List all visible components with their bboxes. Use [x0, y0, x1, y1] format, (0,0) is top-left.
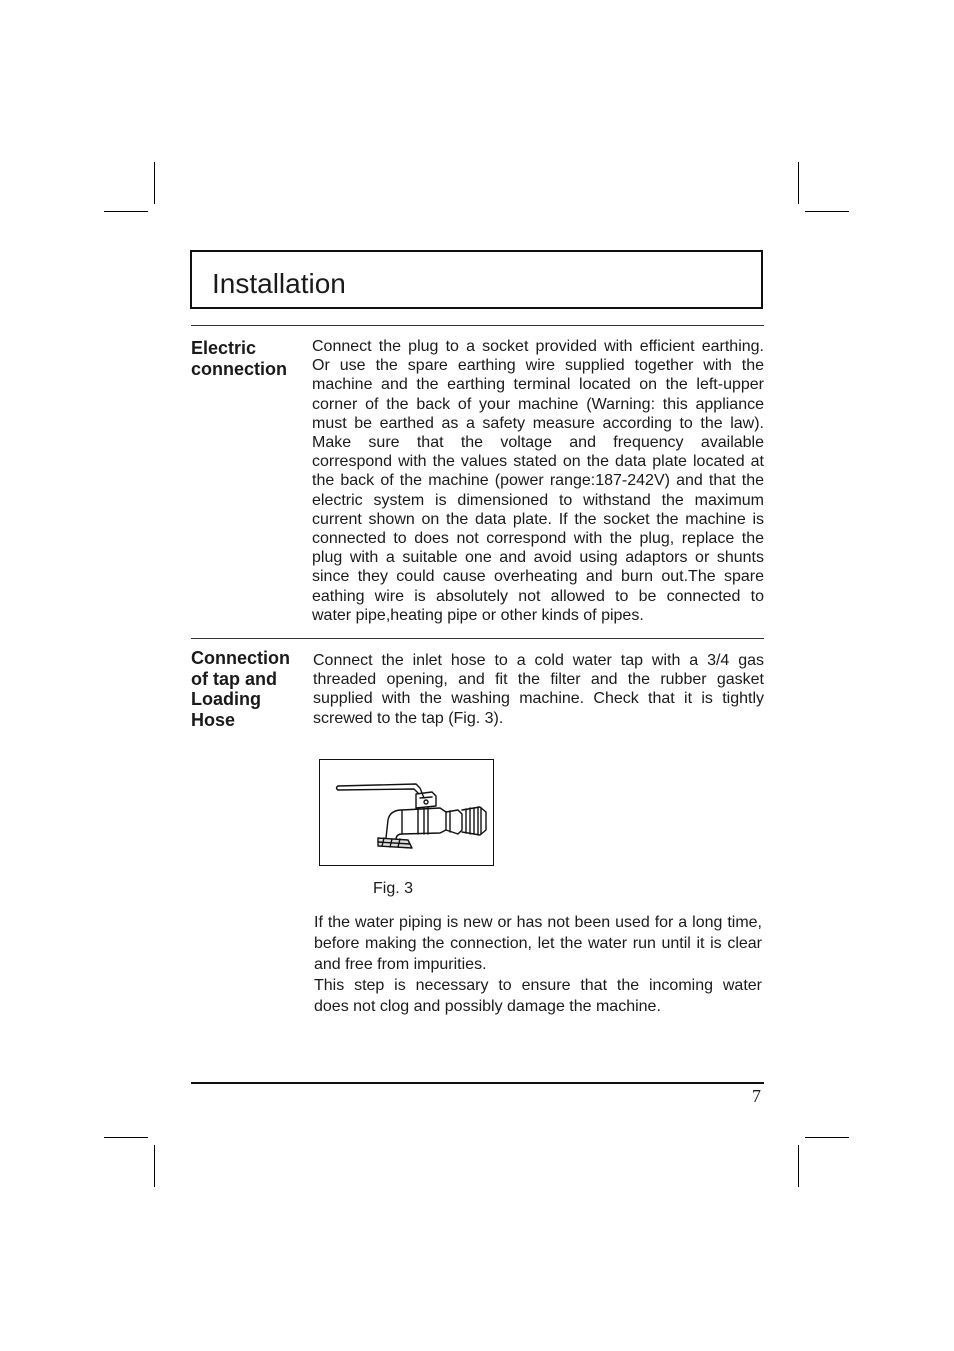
page-number: 7: [752, 1086, 761, 1106]
crop-mark: [798, 1145, 799, 1187]
figure-3: [319, 759, 494, 866]
crop-mark: [154, 162, 155, 204]
crop-mark: [104, 1137, 148, 1138]
figure-caption: Fig. 3: [373, 880, 414, 897]
electric-connection-text: Connect the plug to a socket provided with efficient earthing. Or use the spare earthing wire supplied together with the machine and the earthing terminal located on the left-upper corner of the back of your machine (Warning: this appliance must be earthed as a safety measure according to the law). Make sure that the voltage and frequency available correspond with the values stated on the data plate located at the back of the machine (power range:187-242V) and that the electric system is dimensioned to withstand the maximum current shown on the data plate. If the socket the machine is connected to does not correspond with the plug, replace the plug with a suitable one and avoid using adaptors or shunts since they could cause overheating and burn out.The spare eathing wire is absolutely not allowed to be connected to water pipe,heating pipe or other kinds of pipes.: [312, 338, 764, 624]
section-divider: [191, 638, 764, 639]
crop-mark: [154, 1145, 155, 1187]
crop-mark: [104, 211, 148, 212]
page-title-box: [190, 250, 763, 309]
tap-connection-text: Connect the inlet hose to a cold water tap with a 3/4 gas threaded opening, and fit the filter and the rubber gasket supplied with the washing machine. Check that it is tightly screwed to the tap (Fig. 3).: [313, 652, 764, 727]
page-title: Installation: [212, 268, 346, 299]
section-heading-tap-and-hose: Connection of tap and Loading Hose: [191, 648, 290, 730]
water-tap-icon: [320, 760, 493, 865]
water-piping-note: If the water piping is new or has not been used for a long time, before making the connection, let the water run until it is clear and free from impurities. This step is necessary to ensure that the incoming water does not clog and possibly damage the machine.: [314, 914, 762, 1015]
crop-mark: [805, 1137, 849, 1138]
footer-rule: [191, 1082, 764, 1084]
crop-mark: [798, 162, 799, 204]
section-heading-electric-connection: Electric connection: [191, 338, 288, 379]
crop-mark: [805, 211, 849, 212]
section-divider: [191, 325, 764, 326]
